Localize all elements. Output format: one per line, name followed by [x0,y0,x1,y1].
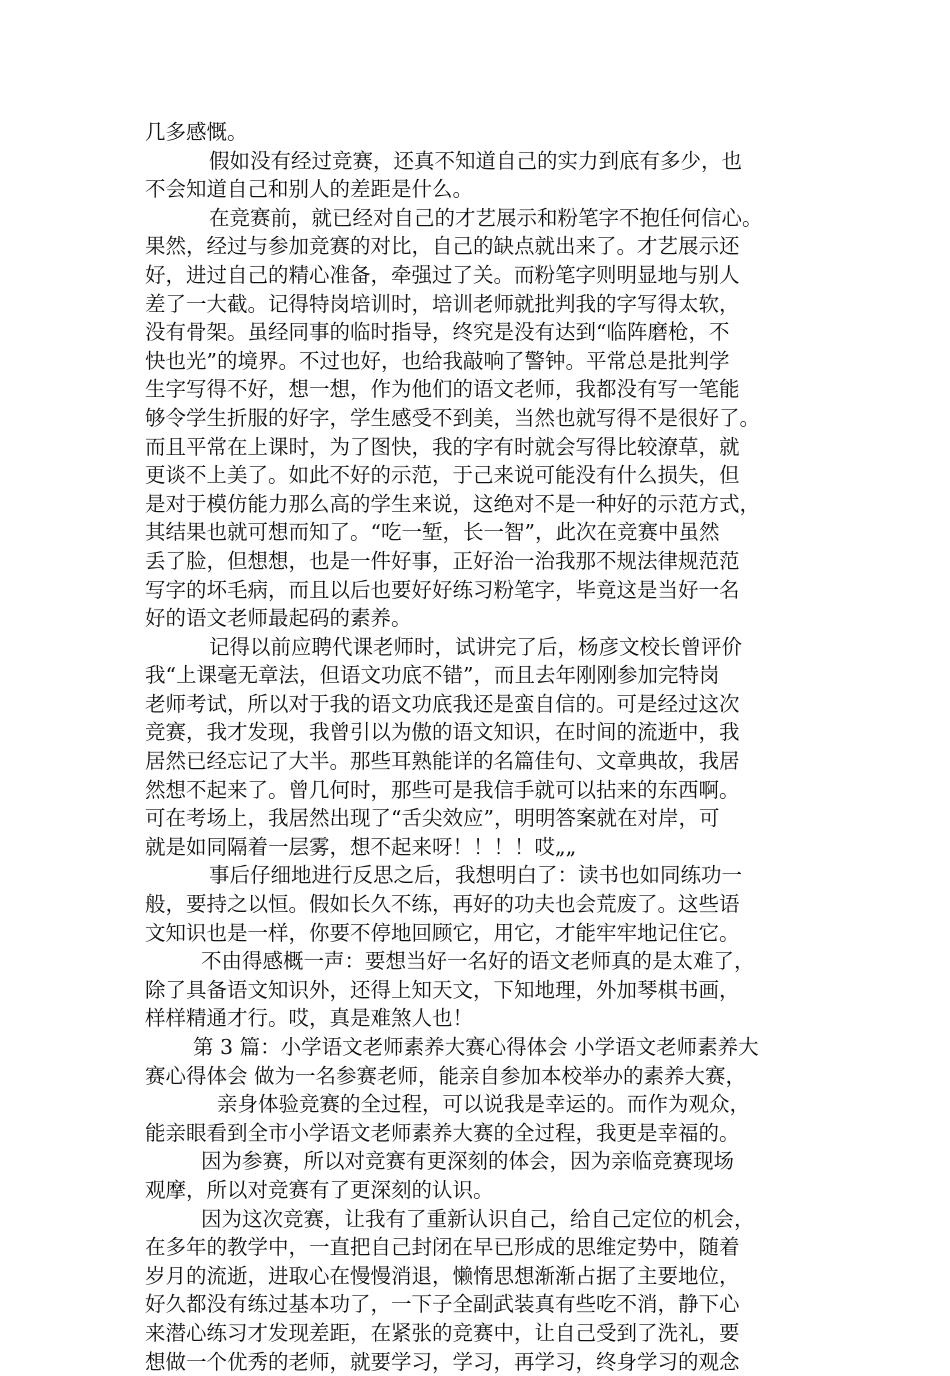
document-body-text [145,118,815,1376]
text-line: 够令学生折服的好字，学生感受不到美，当然也就写得不是很好了。 [145,405,760,430]
text-line: 几多感慨。 [145,120,248,144]
text-line: 亲身体验竞赛的全过程，可以说我是幸运的。而作为观众， [217,1092,750,1117]
text-line: 是对于模仿能力那么高的学生来说，这绝对不是一种好的示范方式， [145,491,760,516]
text-line: 更谈不上美了。如此不好的示范，于己来说可能没有什么损失，但 [145,463,740,488]
text-line: 观摩，所以对竞赛有了更深刻的认识。 [145,1177,494,1202]
text-line: 能亲眼看到全市小学语文老师素养大赛的全过程，我更是幸福的。 [145,1120,740,1145]
text-line: 好久都没有练过基本功了，一下子全副武装真有些吃不消，静下心 [145,1292,740,1317]
text-line: 假如没有经过竞赛，还真不知道自己的实力到底有多少，也 [209,148,742,173]
text-line: 赛心得体会 做为一名参赛老师，能亲自参加本校举办的素养大赛， [145,1063,747,1088]
text-line: 没有骨架。虽经同事的临时指导，终究是没有达到“临阵磨枪，不 [145,320,730,345]
text-line: 第 3 篇：小学语文老师素养大赛心得体会 小学语文老师素养大 [193,1035,759,1059]
text-line: 除了具备语文知识外，还得上知天文，下知地理，外加琴棋书画， [145,977,740,1002]
text-line: 果然，经过与参加竞赛的对比，自己的缺点就出来了。才艺展示还 [145,234,740,259]
text-line: 想做一个优秀的老师，就要学习，学习，再学习，终身学习的观念 [145,1349,740,1374]
text-line: 样样精通才行。哎，真是难煞人也！ [145,1006,473,1031]
text-line: 快也光”的境界。不过也好，也给我敲响了警钟。平常总是批判学 [145,348,730,373]
text-line: 居然已经忘记了大半。那些耳熟能详的名篇佳句、文章典故，我居 [145,749,740,774]
text-line: 事后仔细地进行反思之后，我想明白了：读书也如同练功一 [209,863,742,888]
text-line: 生字写得不好，想一想，作为他们的语文老师，我都没有写一笔能 [145,377,740,402]
text-line: 岁月的流逝，进取心在慢慢消退，懒惰思想渐渐占据了主要地位， [145,1263,740,1288]
text-line: 我“上课毫无章法，但语文功底不错”，而且去年刚刚参加完特岗 [145,663,720,688]
text-line: 好，进过自己的精心准备，牵强过了关。而粉笔字则明显地与别人 [145,262,740,287]
text-line: 因为参赛，所以对竞赛有更深刻的体会，因为亲临竞赛现场 [201,1149,734,1174]
text-line: 其结果也就可想而知了。“吃一堑，长一智”，此次在竞赛中虽然 [145,520,720,545]
text-line: 在多年的教学中，一直把自己封闭在早已形成的思维定势中，随着 [145,1235,740,1260]
text-line: 丢了脸，但想想，也是一件好事，正好治一治我那不规法律规范范 [145,548,740,573]
text-line: 般，要持之以恒。假如长久不练，再好的功夫也会荒废了。这些语 [145,892,740,917]
text-line: 文知识也是一样，你要不停地回顾它，用它，才能牢牢地记住它。 [145,920,740,945]
text-line: 不由得感概一声：要想当好一名好的语文老师真的是太难了， [201,949,755,974]
text-line: 老师考试，所以对于我的语文功底我还是蛮自信的。可是经过这次 [145,691,740,716]
text-line: 写字的坏毛病，而且以后也要好好练习粉笔字，毕竟这是当好一名 [145,577,740,602]
text-line: 然想不起来了。曾几何时，那些可是我信手就可以拈来的东西啊。 [145,777,740,802]
text-line: 不会知道自己和别人的差距是什么。 [145,177,473,202]
text-line: 竞赛，我才发现，我曾引以为傲的语文知识，在时间的流逝中，我 [145,720,740,745]
text-line: 就是如同隔着一层雾，想不起来呀！！！！哎„„ [145,834,577,859]
text-line: 因为这次竞赛，让我有了重新认识自己，给自己定位的机会， [201,1206,755,1231]
text-line: 可在考场上，我居然出现了“舌尖效应”，明明答案就在对岸，可 [145,806,720,831]
text-line: 记得以前应聘代课老师时，试讲完了后，杨彦文校长曾评价 [209,634,742,659]
text-line: 好的语文老师最起码的素养。 [145,606,412,631]
text-line: 在竞赛前，就已经对自己的才艺展示和粉笔字不抱任何信心。 [209,205,763,230]
text-line: 差了一大截。记得特岗培训时，培训老师就批判我的字写得太软， [145,291,740,316]
text-line: 而且平常在上课时，为了图快，我的字有时就会写得比较潦草，就 [145,434,740,459]
text-line: 来潜心练习才发现差距，在紧张的竞赛中，让自己受到了洗礼，要 [145,1320,740,1345]
